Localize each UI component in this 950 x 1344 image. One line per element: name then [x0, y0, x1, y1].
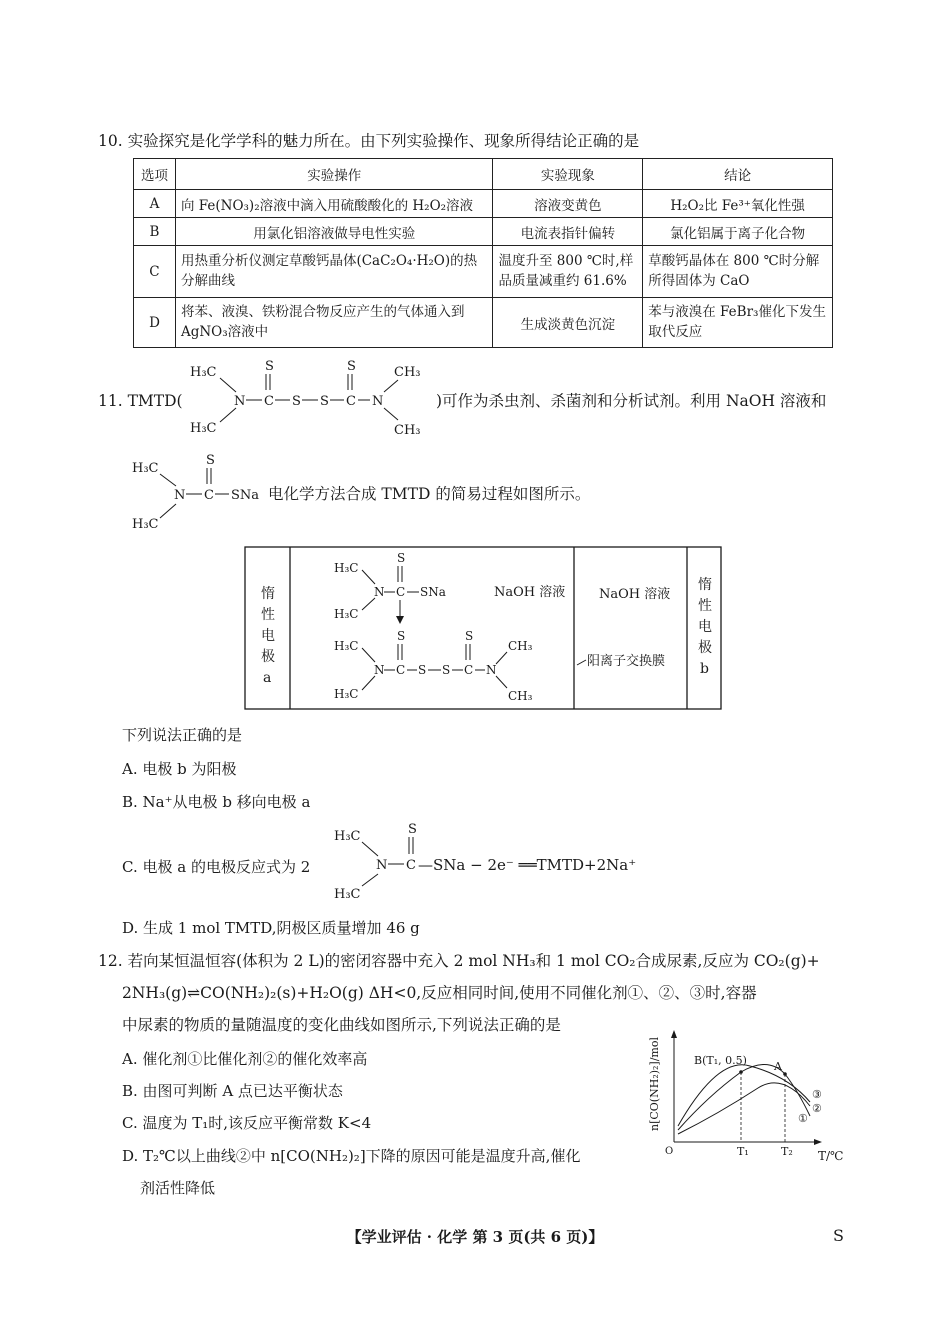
row-operation: 用氯化铝溶液做导电性实验 — [175, 218, 493, 246]
c-atom: C — [396, 663, 406, 677]
s-atom: S — [206, 453, 215, 468]
row-conclusion: 草酸钙晶体在 800 ℃时分解所得固体为 CaO — [643, 246, 833, 298]
electrode-a-label — [261, 585, 275, 686]
c-atom: C — [204, 488, 214, 503]
n-atom: N — [374, 663, 385, 677]
h3c-label: H₃C — [334, 829, 361, 844]
h3c-label: H₃C — [334, 687, 359, 701]
q12-option-c: C. 温度为 T₁时,该反应平衡常数 K<4 — [122, 1114, 372, 1132]
h3c-label: H₃C — [334, 561, 359, 575]
point-a — [783, 1072, 787, 1076]
point-a-label: A — [774, 1060, 782, 1073]
q12-option-d-line2: 剂活性降低 — [140, 1179, 216, 1197]
svg-text:a: a — [263, 670, 272, 686]
ch3-label: CH₃ — [394, 423, 421, 438]
origin-label: O — [665, 1146, 674, 1157]
electrolysis-cell-diagram — [244, 546, 724, 712]
n-atom: N — [376, 858, 388, 873]
row-operation: 用热重分析仪测定草酸钙晶体(CaC₂O₄·H₂O)的热分解曲线 — [175, 246, 493, 298]
q12-option-b: B. 由图可判断 A 点已达平衡状态 — [122, 1082, 343, 1100]
row-option: A — [134, 190, 176, 218]
n-atom: N — [486, 663, 497, 677]
q11-option-b: B. Na⁺从电极 b 移向电极 a — [122, 793, 311, 811]
row-operation: 将苯、液溴、铁粉混合物反应产生的气体通入到 AgNO₃溶液中 — [175, 298, 493, 348]
t2-label: T₂ — [781, 1145, 793, 1158]
q12-option-d-line1: D. T₂℃以上曲线②中 n[CO(NH₂)₂]下降的原因可能是温度升高,催化 — [122, 1147, 581, 1165]
row-phenomenon: 温度升至 800 ℃时,样品质量减重约 61.6% — [493, 246, 643, 298]
row-phenomenon: 电流表指针偏转 — [493, 218, 643, 246]
q12-line2: 2NH₃(g)⇌CO(NH₂)₂(s)+H₂O(g) ΔH<0,反应相同时间,使用不同催化剂①、②、③时,容器 — [122, 984, 757, 1002]
s-atom: S — [292, 394, 301, 409]
sna-label: SNa — [231, 488, 260, 503]
row-conclusion: 苯与液溴在 FeBr₃催化下发生取代反应 — [643, 298, 833, 348]
q10-stem: 10. 实验探究是化学学科的魅力所在。由下列实验操作、现象所得结论正确的是 — [98, 132, 640, 150]
curve-2-label: ② — [812, 1102, 822, 1115]
urea-temperature-graph — [638, 1026, 844, 1166]
q11-option-d: D. 生成 1 mol TMTD,阴极区质量增加 46 g — [122, 919, 420, 937]
h3c-label: H₃C — [132, 517, 159, 532]
q11-stem-a: )可作为杀虫剂、杀菌剂和分析试剂。利用 NaOH 溶液和 — [436, 392, 827, 410]
h3c-label: H₃C — [334, 639, 359, 653]
n-atom: N — [174, 488, 186, 503]
table-row — [134, 246, 833, 298]
ch3-label: CH₃ — [394, 365, 421, 380]
s-atom: S — [265, 359, 274, 374]
h3c-label: H₃C — [190, 365, 217, 380]
row-phenomenon: 溶液变黄色 — [493, 190, 643, 218]
s-atom: S — [397, 629, 406, 643]
ch3-label: CH₃ — [508, 689, 533, 703]
c-atom: C — [406, 858, 416, 873]
s-atom: S — [442, 663, 451, 677]
svg-text:电: 电 — [698, 619, 712, 635]
table-row — [134, 298, 833, 348]
q12-line1: 12. 若向某恒温恒容(体积为 2 L)的密闭容器中充入 2 mol NH₃和 1 mol CO₂合成尿素,反应为 CO₂(g)+ — [98, 952, 820, 970]
row-conclusion: 氯化铝属于离子化合物 — [643, 218, 833, 246]
point-b-label: B(T₁, 0.5) — [694, 1054, 747, 1067]
q11-option-c-suffix: —SNa − 2e⁻ ══TMTD+2Na⁺ — [418, 856, 637, 874]
row-option: D — [134, 298, 176, 348]
q11-number: 11. TMTD( — [98, 392, 183, 410]
h3c-label: H₃C — [334, 607, 359, 621]
left-solution-label: NaOH 溶液 — [494, 585, 566, 600]
curve-3-label: ③ — [812, 1088, 822, 1101]
c-atom: C — [464, 663, 474, 677]
tmtd-structure — [180, 356, 440, 440]
header-phenomenon: 实验现象 — [493, 159, 643, 190]
svg-text:电: 电 — [261, 628, 275, 644]
q12-line3: 中尿素的物质的量随温度的变化曲线如图所示,下列说法正确的是 — [122, 1016, 561, 1034]
x-axis-label: T/℃ — [818, 1149, 844, 1163]
s-atom: S — [397, 551, 406, 565]
h3c-label: H₃C — [334, 887, 361, 902]
sna-label: SNa — [420, 585, 446, 599]
right-solution-label: NaOH 溶液 — [599, 587, 671, 602]
header-option: 选项 — [134, 159, 176, 190]
row-operation: 向 Fe(NO₃)₂溶液中滴入用硫酸酸化的 H₂O₂溶液 — [175, 190, 493, 218]
q11-prompt: 下列说法正确的是 — [122, 726, 243, 744]
curve-3 — [678, 1065, 810, 1126]
y-axis-arrow — [671, 1030, 677, 1038]
point-b — [739, 1070, 743, 1074]
svg-text:惰: 惰 — [261, 586, 275, 602]
curve-1-label: ① — [798, 1112, 808, 1125]
row-phenomenon: 生成淡黄色沉淀 — [493, 298, 643, 348]
table-row — [134, 190, 833, 218]
n-atom: N — [234, 394, 246, 409]
q11-option-a: A. 电极 b 为阳极 — [122, 760, 237, 778]
q11-stem-b: 电化学方法合成 TMTD 的简易过程如图所示。 — [268, 485, 591, 503]
page-mark: S — [833, 1226, 844, 1245]
s-atom: S — [465, 629, 474, 643]
s-atom: S — [320, 394, 329, 409]
svg-text:性: 性 — [261, 607, 275, 623]
header-conclusion: 结论 — [643, 159, 833, 190]
page-footer: 【学业评估 · 化学 第 3 页(共 6 页)】 — [346, 1228, 604, 1246]
membrane-label: 阳离子交换膜 — [587, 654, 666, 669]
c-atom: C — [396, 585, 406, 599]
y-axis-label: n[CO(NH₂)₂]/mol — [648, 1037, 661, 1131]
n-atom: N — [372, 394, 384, 409]
header-operation: 实验操作 — [175, 159, 493, 190]
table-row — [134, 218, 833, 246]
svg-text:极: 极 — [698, 640, 712, 656]
svg-text:性: 性 — [698, 598, 712, 614]
svg-text:惰: 惰 — [698, 577, 712, 593]
svg-text:b: b — [700, 661, 709, 677]
svg-text:极: 极 — [261, 649, 275, 665]
t1-label: T₁ — [737, 1145, 749, 1158]
s-atom: S — [347, 359, 356, 374]
q11-option-c-prefix: C. 电极 a 的电极反应式为 2 — [122, 858, 311, 876]
h3c-label: H₃C — [190, 421, 217, 436]
table-header-row — [134, 159, 833, 190]
s-atom: S — [408, 822, 417, 837]
ch3-label: CH₃ — [508, 639, 533, 653]
membrane-pointer — [577, 660, 586, 665]
electrode-b-label — [698, 576, 712, 677]
row-conclusion: H₂O₂比 Fe³⁺氧化性强 — [643, 190, 833, 218]
sodium-dithiocarbamate-structure — [128, 452, 268, 536]
cell-outline — [245, 547, 721, 709]
reaction-arrow — [396, 600, 404, 624]
n-atom: N — [374, 585, 385, 599]
h3c-label: H₃C — [132, 461, 159, 476]
q12-option-a: A. 催化剂①比催化剂②的催化效率高 — [122, 1050, 368, 1068]
c-atom: C — [264, 394, 274, 409]
row-option: C — [134, 246, 176, 298]
c-atom: C — [346, 394, 356, 409]
s-atom: S — [418, 663, 427, 677]
row-option: B — [134, 218, 176, 246]
q10-table — [133, 158, 833, 348]
x-axis-arrow — [814, 1139, 822, 1145]
